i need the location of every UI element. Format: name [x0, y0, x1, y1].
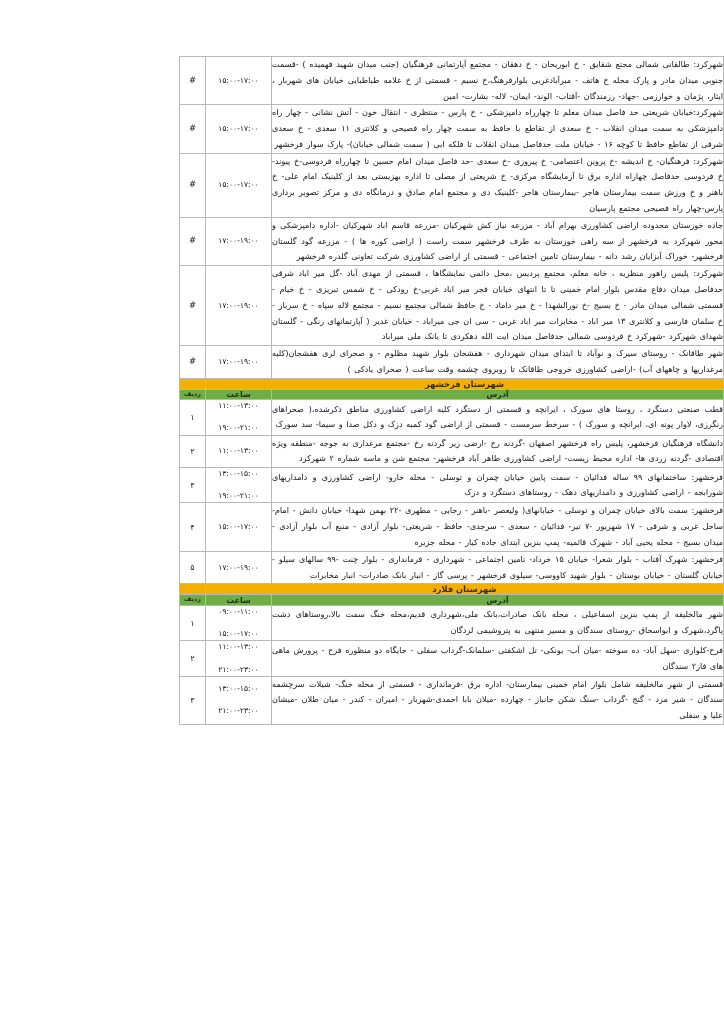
address-cell: شهرکرد: پلیس راهور منظریه ، خانه معلم، مجتمع پردیس ،محل دائمی نمایشگاها ، قسمتی از مهدی آباد -گل میر اباد شرقی حدفاصل میدان دفاع مقدس بلوار امام خمینی تا تا انتهای خیابان فجر میر اباد غربی-خ رودکی - خ شمس تبریزی - خ خیام - قسمتی شمالی میدان مادر - خ بسیج -خ نورالشهدا - خ میر داماد - خ حافظ شمالی مجتمع نسیم - مجتمع لاله سپاه - خ سرباز - خ سلمان فارسی و کلانتری ۱۳ میر اباد - مخابرات میر اباد غربی - سی ان جی میراباد - خیابان غدیر ( آپارتمانهای رنگی - گلستان شهدای شهرکرد -شهرکرد خ فردوسی شمالی حدفاصل میدان ایت الله دهکردی تا بانک ملی میراباد: [272, 266, 724, 346]
table-row: [180, 57, 724, 105]
table-row: [180, 551, 724, 584]
region-header-row: [180, 378, 724, 389]
time-cell: [206, 676, 272, 724]
column-header-row-number: ردیف: [180, 389, 206, 400]
address-cell: قسمتی از شهر مالخلیفه شامل بلوار امام خمینی بیمارستان- اداره برق -فرمانداری - قسمتی از محله خنگ- شیلات سرچشمه سندگان - شیر مرد - گنج -گرداب -سنگ شکن جانباز - چهارده -میلان بابا احمدی-شهربار - امیران - کندر - میان طلان -میشان علیا و سفلی: [272, 676, 724, 724]
table-row: [180, 435, 724, 468]
address-cell: شهرکرد: فرهنگیان- خ اندیشه -خ پروین اعتصامی- خ پیروزی -خ سعدی -حد فاصل میدان امام حسین تا چهارراه فردوسی-خ پیوند- خ فردوسی حدفاصل چهاراه اداره برق تا آزمایشگاه مرکزی- خ شریعتی از مصلی تا اداره بهزیستی بعد از کلینیک امام علی- خ باهنر و خ ورزش سمت بیمارستان هاجر -بیمارستان هاجر -کلینیک دی و مجتمع امام صادق و درمانگاه دی و مرکز تصویر برداری پارس-چهار راه فصیحی مجتمع پارسیان: [272, 153, 724, 217]
time-cell: [206, 435, 272, 468]
row-number-cell: #: [180, 346, 206, 379]
address-cell: قطب صنعتی دستگرد ، روستا های سورک ، ایرانچه و قسمتی از دستگرد کلیه اراضی کشاورزی مناطق ذکرشده،( صحراهای رنگرزی، لاوار پونه ای، ایرانچه و سورک ) - سرخط سرمست - قسمتی از اراضی گود کمبه دزک و دکل صدا و سیما- سد سورک: [272, 400, 724, 435]
time-range: ۱۹:۰۰-۲۱:۰۰: [218, 491, 259, 501]
outage-schedule-sheet: [180, 56, 724, 725]
time-range: ۱۷:۰۰-۱۹:۰۰: [218, 236, 259, 246]
time-cell: [206, 266, 272, 346]
row-number-cell: ۳: [180, 676, 206, 724]
time-range: ۱۱:۰۰-۱۳:۰۰: [218, 401, 259, 411]
time-cell: [206, 606, 272, 641]
time-range: ۱۵:۰۰-۱۷:۰۰: [218, 180, 259, 190]
time-range: ۱۳:۰۰-۱۵:۰۰: [218, 469, 259, 479]
address-cell: شهر طاقانک - روستای سیرک و نوآباد تا ابتدای میدان شهرداری - هفشجان بلوار شهید مظلوم - و صحرای لری هفشجان(کلیه مرغداریها و چاههای آب) -اراضی کشاورزی خروجی طاقانک تا روبروی چشمه وقت ساعت ( صحرای یادکی ): [272, 346, 724, 379]
row-number-cell: ۱: [180, 606, 206, 641]
table-row: [180, 606, 724, 641]
time-cell: [206, 400, 272, 435]
time-range: ۱۵:۰۰-۱۷:۰۰: [218, 522, 259, 532]
table-row: [180, 468, 724, 503]
time-cell: [206, 641, 272, 676]
region-header-label: شهرستان فلارد: [206, 584, 724, 595]
table-row: [180, 153, 724, 217]
row-number-cell: ۵: [180, 551, 206, 584]
column-header-row: [180, 595, 724, 606]
table-row: [180, 641, 724, 676]
time-range: ۱۷:۰۰-۱۹:۰۰: [218, 356, 259, 366]
table-row: [180, 676, 724, 724]
time-range: ۱۵:۰۰-۱۷:۰۰: [218, 75, 259, 85]
table-row: [180, 346, 724, 379]
address-cell: جاده خوزستان محدوده اراضی کشاورزی بهرام آباد - مزرعه نیاز کش شهرکیان -مزرعه قاسم اباد شهرکیان -اداره دامپزشکی و محور شهرکرد به فرخشهر از سه راهی خوزستان به طرف فرخشهر سمت راست ( اراضی کوره ها ) - مزرعه گود گلستان فرخشهر- خوراک آبزایان رشد دانه - بیمارستان تامین اجتماعی - قسمتی از اراضی کشاورزی شرکت تعاونی گلدره فرخشهر: [272, 217, 724, 265]
time-range: ۱۱:۰۰-۱۳:۰۰: [218, 642, 259, 652]
address-cell: فرخشهر: سمت بالای خیابان چمران و توسلی - خیابانهای( ولیعصر -باهنر - رجایی - مطهری -۲۲ بهمن شهدا- خیابان دانش - امام- ساحل غربی و شرقی - ۱۷ شهریور -۷ تیر- فدائیان - سعدی - سرجدی- حافظ - شریعتی- بلوار آزادی - منبع آب بلوار آزادی - میدان بسیج - محله یحیی آباد - شهرک قائمیه- پمپ بنزین ابتدای جاده کیار - محله جزیره: [272, 503, 724, 551]
address-cell: شهر مالخلیفه از پمپ بنزین اسماعیلی ، محله بانک صادرات،بانک ملی،شهرداری قدیم،محله خنگ سمت بالا،روستاهای دشت پاگرد،شهرک و ابواسحاق -روستای سندگان و مسیر منتهی به پتروشیمی لردگان: [272, 606, 724, 641]
address-cell: فرخشهر: شهرک آفتاب - بلوار شعرا- خیابان ۱۵ خرداد- تامین اجتماعی - شهرداری - فرمانداری - بلوار چنت -۹۹ سالهای سیلو - خیابان گلستان - خیابان بوستان - بلوار شهید کاووسی- سیلوی فرخشهر - پرسی گاز - انبار بانک صادرات- انبار مخابرات: [272, 551, 724, 584]
column-header-time: ساعت: [206, 595, 272, 606]
row-number-cell: ۲: [180, 641, 206, 676]
row-number-cell: #: [180, 57, 206, 105]
row-number-cell: ۴: [180, 503, 206, 551]
table-row: [180, 400, 724, 435]
region-header-spacer: [180, 584, 206, 595]
time-range: ۱۵:۰۰-۱۷:۰۰: [218, 123, 259, 133]
time-range: ۲۱:۰۰-۲۳:۰۰: [218, 706, 259, 716]
time-cell: [206, 217, 272, 265]
time-cell: [206, 468, 272, 503]
table-row: [180, 105, 724, 153]
column-header-row-number: ردیف: [180, 595, 206, 606]
row-number-cell: ۲: [180, 435, 206, 468]
column-header-address: آدرس: [272, 595, 724, 606]
row-number-cell: #: [180, 217, 206, 265]
time-range: ۰۹:۰۰-۱۱:۰۰: [218, 607, 259, 617]
address-cell: شهرکرد:خیابان شریعتی حد فاصل میدان معلم تا چهارراه دامپزشکی - خ پارس - منتظری - انتقال خون - آتش نشانی - چهار راه دامپزشکی به سمت میدان انقلاب - خ سعدی از تقاطع با حافظ به سمت چهار راه فصیحی و کلانتری ۱۱ سعدی - خ سعدی شرقی از تقاطع حافظ تا کوچه ۱۶ - خیابان ملت حدفاصل میدان انقلاب تا فلکه ابی ( سمت شمالی خیابان)- پارک سوار فرخشهر: [272, 105, 724, 153]
table-row: [180, 217, 724, 265]
time-cell: [206, 551, 272, 584]
region-header-spacer: [180, 378, 206, 389]
time-cell: [206, 57, 272, 105]
row-number-cell: #: [180, 153, 206, 217]
address-cell: دانشگاه فرهنگیان فرخشهر، پلیس راه فرخشهر اصفهان -گردنه رخ -ارضی زیر گردنه رخ -مجتمع مرغداری به جوجه -منطقه ویژه اقتصادی -گردنه زردی ها- اداره محیط زیست- اراضی کشاورزی طاهر آباد فرخشهر- مجتمع شن و ماسه شماره ۲ شهرکرد: [272, 435, 724, 468]
time-range: ۱۱:۰۰-۱۳:۰۰: [218, 446, 259, 456]
table-row: [180, 503, 724, 551]
time-cell: [206, 503, 272, 551]
column-header-row: [180, 389, 724, 400]
region-header-row: [180, 584, 724, 595]
time-range: ۱۷:۰۰-۱۹:۰۰: [218, 300, 259, 310]
time-range: ۱۳:۰۰-۱۵:۰۰: [218, 684, 259, 694]
time-range: ۲۱:۰۰-۲۳:۰۰: [218, 664, 259, 674]
time-range: ۱۷:۰۰-۱۹:۰۰: [218, 562, 259, 572]
region-header-label: شهرستان فرخشهر: [206, 378, 724, 389]
time-range: ۱۹:۰۰-۲۱:۰۰: [218, 423, 259, 433]
row-number-cell: ۳: [180, 468, 206, 503]
address-cell: فرح-کلواری -سهل آباد- ده سوخته -میان آب- یونکی- تل اشکفتی -سلمانک-گرداب سفلی - جایگاه دو منظوره فرح - پرورش ماهی های فاز۲ سندگان: [272, 641, 724, 676]
address-cell: شهرکرد: طالقانی شمالی مجتع شقایق - خ ابوریحان - خ دهقان - مجتمع آپارتمانی فرهنگیان (جنب میدان شهید فهمیده ) -قسمت جنوبی میدان مادر و پارک محله خ هاتف - میرآبادغربی بلوارفرهنگ،خ نسیم - قسمتی از خ علامه طباطبایی خیابان های شهربار ، ایثار، پژمان و خوارزمی -جهاد- رزمندگان -آفتاب- الوند- ایمان- لاله- بشارت- امین: [272, 57, 724, 105]
row-number-cell: #: [180, 266, 206, 346]
table-row: [180, 266, 724, 346]
column-header-address: آدرس: [272, 389, 724, 400]
time-range: ۱۵:۰۰-۱۷:۰۰: [218, 629, 259, 639]
row-number-cell: #: [180, 105, 206, 153]
row-number-cell: ۱: [180, 400, 206, 435]
time-cell: [206, 105, 272, 153]
outage-table: [179, 56, 724, 725]
time-cell: [206, 346, 272, 379]
address-cell: فرخشهر: ساختمانهای ۹۹ ساله فدائیان - سمت پایین خیابان چمران و توسلی - محله خارو- اراضی کشاورزی و دامداریهای شورابجه - اراضی کشاورزی و دامداریهای دهک - روستاهای دستگرد و دزک: [272, 468, 724, 503]
time-cell: [206, 153, 272, 217]
column-header-time: ساعت: [206, 389, 272, 400]
